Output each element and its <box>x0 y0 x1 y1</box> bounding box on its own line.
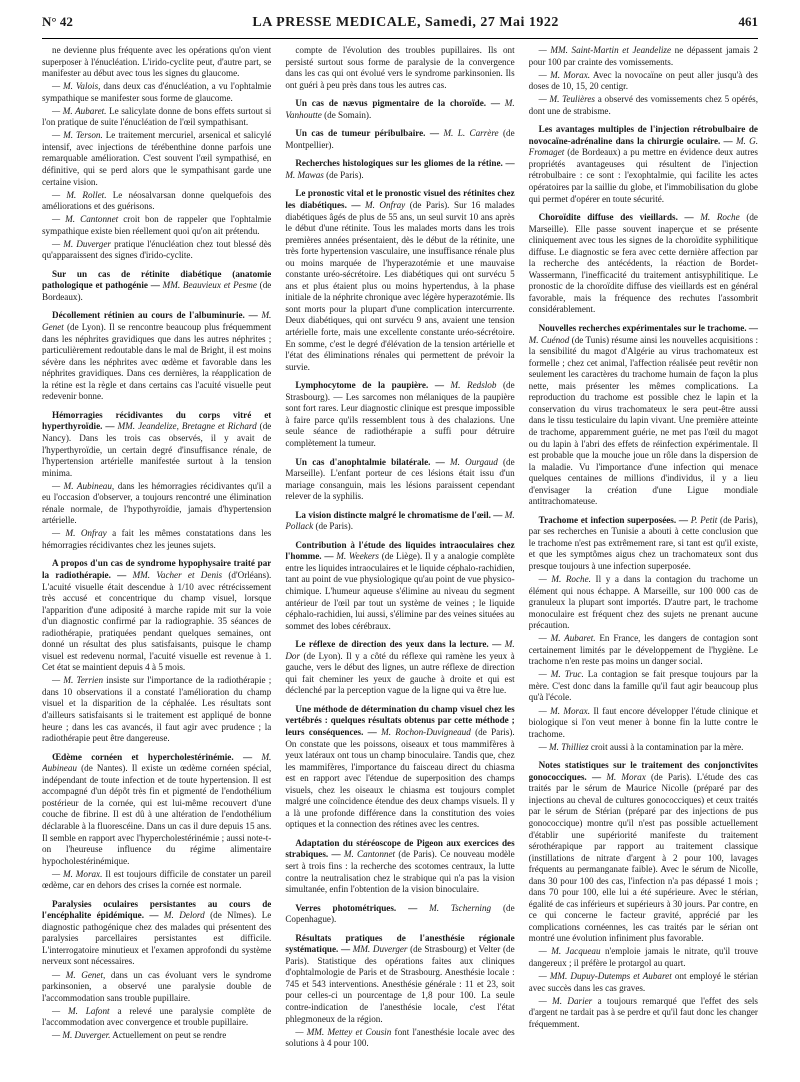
author-name: MM. Beauvieux et Pesme <box>162 280 257 291</box>
author-name: M. Vanhoutte <box>285 98 515 120</box>
author-name: M. Onfray <box>365 200 406 211</box>
paragraph <box>42 81 271 104</box>
paragraph-text: (de Bordeaux). <box>42 280 272 302</box>
author-name: — M. Onfray <box>52 528 107 539</box>
paragraph <box>529 45 758 68</box>
paragraph <box>42 481 271 527</box>
section-heading: Trachome et infection superposées. — <box>538 514 691 525</box>
paragraph <box>285 1027 514 1050</box>
author-name: — MM. Mettey et Cousin <box>295 1026 392 1037</box>
section-paragraph <box>42 752 271 867</box>
paragraph <box>529 94 758 117</box>
paragraph-text: compte de l'évolution des troubles pupillaires. Ils ont persisté surtout sous forme de paralysie de la convergence dans les cas qui ont évolué vers le syndrome parkinsonien. Ils ont guéri à peu près dans tous les autres cas. <box>285 45 515 90</box>
section-paragraph <box>285 380 514 449</box>
section-heading: Adaptation du stéréoscope de Pigeon aux exercices des strabiques. — <box>285 837 515 860</box>
section-heading: Hémorragies récidivantes du corps vitré et hyperthyroïdie. — <box>42 409 272 432</box>
section-heading: Verres photométriques. — <box>295 902 430 913</box>
section-heading: Le pronostic vital et le pronostic visuel des rétinites chez les diabétiques. — <box>285 188 515 211</box>
section-heading: Résultats pratiques de l'anesthésie régionale systématique. — <box>285 932 515 955</box>
paragraph-text: dans deux cas d'énucléation, a vu l'ophtalmie sympathique se manifester sous forme de glaucome. <box>42 81 272 103</box>
paragraph-text: (de Paris). <box>313 521 353 532</box>
author-name: — M. Duverger. <box>52 1030 111 1041</box>
paragraph <box>529 70 758 93</box>
author-name: M. Genet <box>42 310 272 333</box>
section-heading: Contribution à l'étude des liquides intraoculaires chez l'homme. — <box>285 539 515 562</box>
paragraph <box>529 633 758 668</box>
author-name: M. Aubineau <box>42 751 272 774</box>
paragraph-text: (de Lyon). Il se rencontre beaucoup plus fréquemment dans les néphrites gravidiques que dans les autres néphrites ; particulièrement redoutable dans le mal de Bright, il est moins sévère dans les néphrites avec œdème et favorable dans les néphrites gravidiques. Dans ces dernières, la réapplication de la rétine est la règle et dans certains cas l'acuité visuelle peut redevenir bonne. <box>42 322 272 402</box>
author-name: M. Delord <box>163 910 205 921</box>
author-name: M. Cuénod <box>528 334 570 345</box>
section-paragraph <box>529 323 758 508</box>
paragraph-text: (de Nîmes). Le diagnostic pathogénique chez des malades qui présentent des paralysies parcellaires persistantes est difficile. L'interrogatoire minutieux et l'examen approfondi du système nerveux sont nécessaires. <box>42 910 272 967</box>
section-heading: Les avantages multiples de l'injection rétrobulbaire de novocaïne-adrénaline dans la chirurgie oculaire. — <box>528 124 758 146</box>
header-rule <box>42 38 758 39</box>
paragraph <box>42 970 271 1005</box>
paragraph-text: (d'Orléans). L'acuité visuelle était descendue à 1/10 avec rétrécissement très accusé et concentrique du champ visuel, lorsque l'apparition d'une adiposité à marche rapide mit sur la voie d'un diagnostic confirmé par la radiographie. 35 séances de radiothérapie, pratiquées pendant quelques semaines, ont donné un résultat des plus satisfaisants, puisque le champ visuel est redevenu normal, l'acuité visuelle est revenue à 1. Cet état se maintient depuis 4 à 5 mois. <box>42 569 272 673</box>
paragraph <box>42 1006 271 1029</box>
author-name: M. Redslob <box>450 380 497 391</box>
paragraph-text: (de Nantes). Il existe un œdème cornéen spécial, indépendant de toute infection et de toute hypertension. Il est accompagné d'un dépôt très fin et pigmenté de l'endothélium postérieur de la cornée, qui est lui-même recouvert d'une couche de fibrine. Il est dû à une altération de l'endothélium déclarable à la fluorescéine. Dans un cas il dure depuis 15 ans. Il semble en rapport avec l'hypercholestérinémie ; aussi note-t-on l'heureuse influence du régime alimentaire hypocholestérinémique. <box>42 763 272 866</box>
paragraph-text: (de Paris). Sur 16 malades diabétiques âgés de plus de 55 ans, un seul survit 10 ans après le début d'une rétinite. Tous les malades morts dans les trois premières années présentaient, dès le début de la rétinite, une très forte hypertension vasculaire, une insuffisance rénale plus ou moins marquée de l'hyperazotémie et une mauvaise constante uréo-sécrétoire. Les diabétiques qui ont survécu 5 ans et plus étaient plus ou moins hypertendus, à la phase initiale de la néphrite chronique avec légère hyperazotémie. Ils sont morts pour la plupart d'une complication intercurrente. Deux diabétiques, qui ont survécu 9 ans, avaient une tension artérielle forte, mais une excellente constante uréo-sécrétoire. En somme, c'est le degré d'élévation de la tension artérielle et l'état des éliminations rénales qui permettent de prévoir la survie. <box>285 200 515 372</box>
paragraph <box>42 869 271 892</box>
paragraph-text: n'emploie jamais le nitrate, qu'il trouve dangereux ; il préfère le protargol au quart. <box>528 946 758 969</box>
paragraph-text: (de Marseille). Elle passe souvent inaperçue et se présente cliniquement avec tous les signes de la choroïdite syphilitique diffuse. Le diagnostic se fera avec cette dernière affection par la recherche des antécédents, la réaction de Bordet-Wassermann, l'inefficacité du traitement antisyphilitique. Le pronostic de la choroïdite diffuse des vieillards est en général favorable, mais la fréquence des rechutes l'assombrit considérablement. <box>528 212 758 315</box>
section-paragraph <box>285 540 514 632</box>
author-name: — M. Jacqueau <box>538 946 601 957</box>
paragraph-text: ont employé le stérian avec succès dans les cas graves. <box>528 971 758 993</box>
section-paragraph <box>285 510 514 533</box>
section-paragraph <box>285 704 514 831</box>
section-heading: Paralysies oculaires persistantes au cours de l'encéphalite épidémique. — <box>42 898 272 921</box>
author-name: — MM. Dupuy-Dutemps et Aubaret <box>538 971 672 982</box>
section-heading: A propos d'un cas de syndrome hypophysaire traité par la radiothérapie. — <box>42 558 272 580</box>
paragraph-text: (de Paris). On constate que les poissons, oiseaux et tous mammifères à yeux latéraux ont tous un champ binoculaire. Tandis que, chez les mammifères, l'importance du faisceau direct du chiasma est en rapport avec l'étendue de superposition des champs visuels, chez les oiseaux le chiasma est toujours complet malgré une coïncidence étendue des deux champs visuels. Il y a là une profonde différence dans la constitution des voies optiques et la connection des rétines avec les centres. <box>285 726 515 830</box>
author-name: M. Cantonnet <box>343 849 396 860</box>
section-heading: Œdème cornéen et hypercholestérinémie. — <box>52 751 262 762</box>
section-heading: Sur un cas de rétinite diabétique (anatomie pathologique et pathogénie — <box>42 268 272 291</box>
author-name: M. Pollack <box>285 509 515 532</box>
page-number: 461 <box>738 14 758 29</box>
paragraph-text: pratique l'énucléation chez tout blessé dès qu'apparaissent des signes d'irido-cyclite. <box>42 238 272 261</box>
author-name: — M. Morax. <box>538 705 590 716</box>
paragraph-text: font l'anesthésie locale avec des solutions à 4 pour 100. <box>285 1026 515 1049</box>
paragraph-text: ne dépassent jamais 2 pour 100 par crainte des vomissements. <box>528 45 758 67</box>
author-name: M. Rochon-Duvigneaud <box>381 726 471 737</box>
author-name: — M. Duverger <box>52 238 111 249</box>
paragraph-text: En France, les dangers de contagion sont certainement limités par le développement de l'hygiène. Le trachome n'en reste pas moins un danger social. <box>528 633 758 667</box>
paragraph-text: (de Paris). Ce nouveau modèle sert à trois fins : la recherche des scotomes centraux, la lutte contre la neutralisation chez le strabique qui n'a pas la vision simultanée, enfin l'obtention de la vision binoculaire. <box>285 849 515 895</box>
paragraph-text: a relevé une paralysie complète de l'accommodation avec convergence et trouble pupillaire. <box>42 1005 272 1028</box>
paragraph-text: Le néosalvarsan donne quelquefois des améliorations et des guérisons. <box>42 189 272 212</box>
paragraph <box>42 214 271 237</box>
paragraph-text: (de Montpellier). <box>285 128 515 150</box>
author-name: — M. Rollet. <box>52 189 107 200</box>
section-heading: Lymphocytome de la paupière. — <box>295 380 451 391</box>
author-name: — M. Darier <box>538 995 593 1006</box>
section-heading: Un cas de nævus pigmentaire de la choroïde. — <box>295 98 505 109</box>
paragraph-text: Il faut encore développer l'étude clinique et biologique si l'on veut mener à bonne fin la lutte contre le trachome. <box>528 705 758 739</box>
paragraph-text: Actuellement on peut se rendre <box>110 1030 227 1041</box>
paragraph-text: a observé des vomissements chez 5 opérés, dont une de strabisme. <box>528 94 758 116</box>
author-name: — M. Morax. <box>52 868 103 879</box>
paragraph-text: (de Copenhague). <box>285 902 515 925</box>
paragraph <box>529 971 758 994</box>
section-paragraph <box>285 158 514 181</box>
paragraph <box>42 528 271 551</box>
author-name: P. Petit <box>690 514 718 525</box>
paragraph <box>529 996 758 1031</box>
author-name: M. Mawas <box>285 169 324 180</box>
column-3 <box>529 45 758 1075</box>
author-name: — M. Lafont <box>52 1005 110 1016</box>
paragraph-text: (de Lyon). Il y a côté du réflexe qui ramène les yeux à gauche, vers le début des lignes, un autre réflexe de direction qui fait cheminer les yeux de gauche à droite et qui est déclenché par la perception vague de la ligne qui va être lue. <box>285 650 515 696</box>
paragraph <box>285 45 514 91</box>
section-paragraph <box>285 98 514 121</box>
section-paragraph <box>529 124 758 205</box>
paragraph <box>42 239 271 262</box>
column-2 <box>285 45 514 1075</box>
paragraph-text: Le salicylate donne de bons effets surtout si l'on pratique de suite l'énucléation de l'œil sympathisant. <box>42 105 272 128</box>
paragraph-text: a toujours remarqué que l'effet des sels d'argent ne tardait pas à se perdre et qu'il faut donc les changer fréquemment. <box>528 995 758 1029</box>
paragraph <box>529 946 758 969</box>
section-heading: Recherches histologiques sur les gliomes de la rétine. — <box>295 158 515 169</box>
section-heading: Choroïdite diffuse des vieillards. — <box>538 212 701 223</box>
paragraph <box>42 45 271 80</box>
paragraph-text: croit aussi à la contamination par la mère. <box>588 741 744 752</box>
paragraph-text: Il est toujours difficile de constater un pareil œdème, car en dehors des crises la cornée est normale. <box>42 868 272 891</box>
section-paragraph <box>529 760 758 945</box>
author-name: — M. Teulières <box>538 94 595 105</box>
paragraph-text: (de Paris). L'étude des cas traités par le sérum de Maurice Nicolle (préparé par des injections au cheval de cultures gonococciques) et ceux traités par le sérum de Stérian (préparé par des injections de pus gonococcique) montre qu'il n'est pas possible actuellement d'établir une supériorité manifeste du traitement sérothérapique par rapport au traitement classique (instillations de nitrate d'argent à 2 pour 100, lavages fréquents au permanganate faible). Avec le sérum de Nicolle, dans 30 pour 100 des cas, l'infection n'a pas dépassé 1 mois ; dans 70 pour 100, elle lui a été supérieure. Avec le stérian, égalité de cas inférieurs et supérieurs à 30 jours. Par contre, en ce qui concerne le facteur gravité, apprécié par les complications cornéennes, les cas traités par le sérian ont montré une évolution infiniment plus favorable. <box>528 771 758 944</box>
author-name: M. G. Fromaget <box>528 135 758 158</box>
section-paragraph <box>42 410 271 479</box>
paragraph <box>529 574 758 632</box>
paragraph-text: (de Marseille). L'enfant porteur de ces lésions était issu d'un mariage consanguin, mais les lésions paraissent cependant relever de la syphilis. <box>285 456 515 502</box>
section-heading: Notes statistiques sur le traitement des conjonctivites gonococciques. — <box>528 760 758 782</box>
author-name: M. Dor <box>285 639 515 661</box>
author-name: — M. Valois, <box>52 81 101 92</box>
paragraph-text: Avec la novocaïne on peut aller jusqu'à des doses de 10, 15, 20 centigr. <box>528 69 758 92</box>
journal-title: LA PRESSE MEDICALE, Samedi, 27 Mai 1922 <box>252 15 559 30</box>
author-name: — M. Aubaret. <box>52 105 107 116</box>
paragraph-text: (de Strasbourg) et Velter (de Paris). Statistique des opérations faites aux cliniques d'ophtalmologie de Paris et de Strasbourg. Anesthésie locale : 745 et 543 interventions. Anesthésie générale : 11 et 23, soit pour celles-ci un pourcentage de 1,8 pour 100. La seule contre-indication de l'anesthésie locale, c'est l'état phlegmoneux de la région. <box>285 944 515 1024</box>
paragraph-text: dans un cas évoluant vers le syndrome parkinsonien, a observé une paralysie double de l'accommodation sans trouble pupillaire. <box>42 969 272 1003</box>
section-paragraph <box>285 639 514 697</box>
paragraph-text: a fait les mêmes constatations dans les hémorragies récidivantes chez les jeunes sujets. <box>42 528 272 550</box>
paragraph-text: (de Liège). Il y a analogie complète entre les liquides intraoculaires et le liquide céphalo-rachidien, tant au point de vue physiologique qu'au point de vue physico-chimique. L'humeur aqueuse s'élimine au niveau du segment antérieur de l'œil par tout un système de veines ; le liquide céphalo-rachidien, lui aussi, s'élimine par des veines situées au sommet des lobes cérébraux. <box>285 551 515 631</box>
paragraph <box>42 130 271 188</box>
section-paragraph <box>42 310 271 402</box>
paragraph <box>529 669 758 704</box>
paragraph-text: ne devienne plus fréquente avec les opérations qu'on vient superposer à l'énucléation. L'irido-cyclite peut, d'autre part, se manifester au début avec tous les signes du glaucome. <box>42 45 272 79</box>
section-paragraph <box>285 838 514 896</box>
paragraph-text: La contagion se fait presque toujours par la mère. C'est donc dans la famille qu'il faut agir beaucoup plus qu'à l'école. <box>528 669 758 703</box>
section-paragraph <box>285 457 514 503</box>
author-name: — M. Aubaret. <box>538 633 596 644</box>
paragraph <box>42 1030 271 1042</box>
section-heading: Décollement rétinien au cours de l'albuminurie. — <box>52 310 262 321</box>
author-name: M. Morax <box>606 771 646 782</box>
paragraph-text: insiste sur l'importance de la radiothérapie ; dans 10 observations il a constaté l'amélioration du champ visuel et la disparition de la céphalée. Les résultats sont d'ailleurs satisfaisants si le traitement est appliqué de bonne heure ; dans les cas avancés, il faut agir avec prudence ; la radiothérapie peut être dangereuse. <box>42 675 272 744</box>
author-name: MM. Vacher et Denis <box>132 569 223 580</box>
paragraph <box>42 190 271 213</box>
section-heading: Nouvelles recherches expérimentales sur le trachome. — <box>538 323 758 334</box>
paragraph <box>529 706 758 741</box>
paragraph-text: (de Paris). <box>323 169 364 180</box>
section-paragraph <box>285 188 514 373</box>
author-name: M. Tscherning <box>429 902 492 913</box>
paragraph-text: croit bon de rappeler que l'ophtalmie sympathique existe bien réellement quoi qu'on ait prétendu. <box>42 214 272 236</box>
author-name: — M. Aubineau, <box>52 480 115 491</box>
section-heading: La vision distincte malgré le chromatisme de l'œil. — <box>295 509 505 520</box>
paragraph-text: (de Tunis) résume ainsi les nouvelles acquisitions : la sensibilité du magot d'Algérie au virus trachomateux est formelle ; chez cet animal, l'affection réalisée peut revêtir non seulement les caractères du trachome humain de façon la plus nette, mais présenter les mêmes complications. La reproduction du trachome est possible chez le lapin et la conservation du virus trachomateux le sera peut-être aussi dans le tissu testiculaire du lapin vivant. Une première atteinte de trachome, apparemment guérie, ne met pas l'œil du magot ou du lapin à l'abri des effets de réinfection expérimentale. Il est probable que la mouche joue un rôle dans la dispersion de la maladie. Vu l'importance d'une infection qui menace quelques centaines de millions d'individus, il y a lieu d'envisager la création d'une Ligue mondiale antitrachomateuse. <box>528 334 758 507</box>
author-name: — M. Morax. <box>538 69 591 80</box>
section-paragraph <box>285 933 514 1025</box>
paragraph <box>529 742 758 754</box>
paragraph-text: (de Paris), par ses recherches en Tunisie a abouti à cette conclusion que le trachome n'est pas extrêmement rare, si tant est qu'il existe, et que les symptômes aigus chez un trachomateux sont dus presque toujours à une infection superposée. <box>528 514 758 571</box>
article-columns <box>42 45 758 1075</box>
page-header <box>42 14 758 36</box>
section-heading: Une méthode de détermination du champ visuel chez les vertébrés : quelques résultats obtenus par cette méthode ; leurs conséquences. — <box>285 703 515 737</box>
section-paragraph <box>42 269 271 304</box>
author-name: M. Weekers <box>336 551 379 562</box>
author-name: M. L. Carrère <box>443 128 499 139</box>
paragraph-text: Il y a dans la contagion du trachome un élément qui nous échappe. A Marseille, sur 100 000 cas de granuleux la plupart sont importés. D'autre part, le trachome monoculaire est fréquent chez des sujets ne prenant aucune précaution. <box>528 574 758 631</box>
section-heading: Un cas d'anophtalmie bilatérale. — <box>295 456 451 467</box>
section-paragraph <box>529 515 758 573</box>
author-name: — MM. Saint-Martin et Jeandelize <box>538 45 671 55</box>
author-name: — M. Cantonnet <box>52 214 119 225</box>
paragraph-text: (de Somain). <box>321 109 372 120</box>
paragraph-text: (de Nancy). Dans les trois cas observés, il y avait de l'hyperthyroïdie, un certain degré d'insuffisance rénale, de l'hypertension artérielle manifestée surtout à la tension minima. <box>42 421 272 478</box>
column-1 <box>42 45 271 1075</box>
author-name: — M. Terson. <box>52 130 103 141</box>
section-paragraph <box>285 128 514 151</box>
author-name: M. Ourgaud <box>450 456 498 467</box>
issue-number: N° 42 <box>42 14 73 29</box>
author-name: — M. Genet, <box>52 969 106 980</box>
section-paragraph <box>529 212 758 316</box>
paragraph-text: Le traitement mercuriel, arsenical et salicylé intensif, avec injections de térébenthine donne parfois une remarquable amélioration. C'est souvent l'œil sympathisé, en définitive, qui se perd alors que le sympathisant garde une certaine vision. <box>42 130 272 187</box>
section-paragraph <box>285 903 514 926</box>
author-name: — M. Roche. <box>538 574 591 585</box>
paragraph <box>42 106 271 129</box>
paragraph-text: (de Bordeaux) a pu mettre en évidence deux autres propriétés avantageuses qui résultent de l'injection rétrobulbaire : ce sont : l'exophtalmie, qui facilite les actes opératoires par la saillie du globe, et l'immobilisation du globe qui permet d'opérer en toute sécurité. <box>528 147 758 204</box>
section-paragraph <box>42 899 271 968</box>
paragraph-text: (de Strasbourg). — Les sarcomes non mélaniques de la paupière sont fort rares. Leur diagnostic clinique est presque impossible à faire parce qu'ils ressemblent tous à des chalazions. Une seule séance de radiothérapie a suffi pour détruire complètement la tumeur. <box>285 380 515 448</box>
author-name: MM. Jeandelize, Bretagne et Richard <box>117 421 257 432</box>
section-paragraph <box>42 558 271 673</box>
section-heading: Un cas de tumeur péribulbaire. — <box>295 128 444 139</box>
section-heading: Le réflexe de direction des yeux dans la lecture. — <box>295 639 505 650</box>
paragraph <box>42 675 271 744</box>
paragraph-text: dans les hémorragies récidivantes qu'il a eu l'occasion d'observer, a toujours rencontré une élimination rénale normale, de l'hypothyroïdie, jamais d'hypertension artérielle. <box>42 480 272 526</box>
author-name: — M. Truc. <box>538 669 584 680</box>
author-name: M. Roche <box>700 212 740 223</box>
author-name: — M. Terrien <box>52 675 104 686</box>
author-name: — M. Thilliez <box>538 741 589 752</box>
author-name: MM. Duverger <box>352 944 408 955</box>
